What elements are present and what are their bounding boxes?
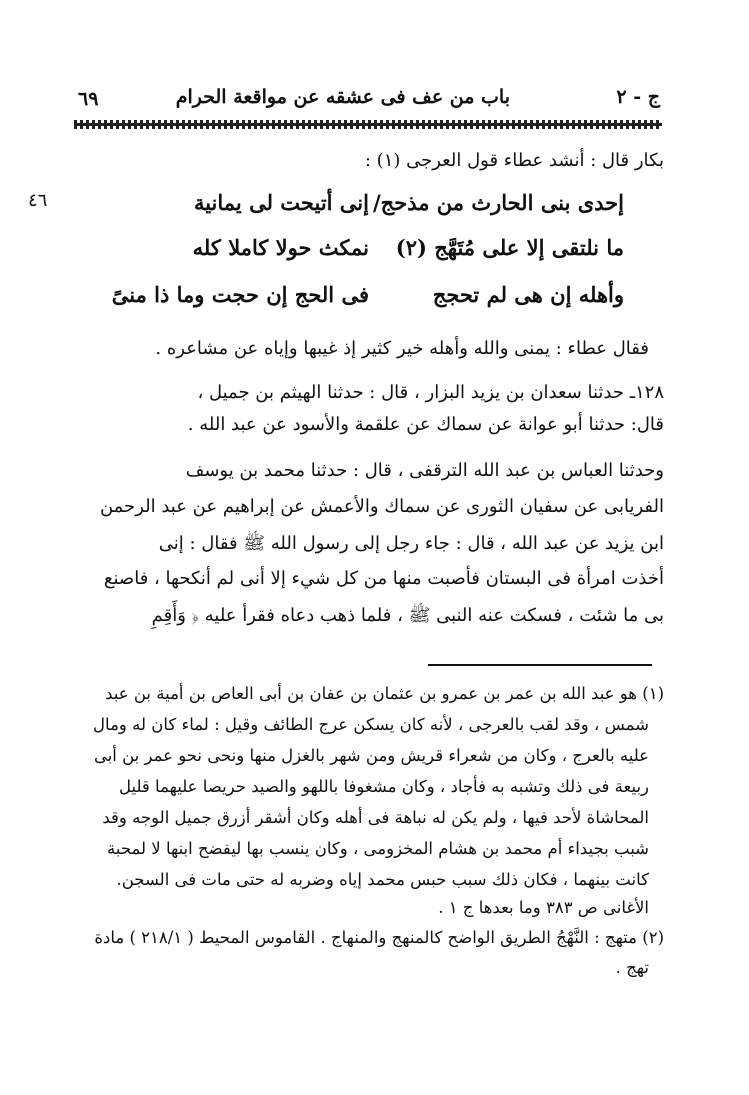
volume-label: ج - ٢ bbox=[616, 86, 660, 108]
body-line: الفريابى عن سفيان الثورى عن سماك والأعمش عن إبراهيم عن عبد الرحمن bbox=[99, 496, 664, 517]
verse-3-second-hemistich: وأهله إن هى لم تحجج bbox=[432, 282, 624, 307]
body-line: بى ما شئت ، فسكت عنه النبى ﷺ ، فلما ذهب دعاه فقرأ عليه ﴿ وَأَقِمِ bbox=[151, 605, 664, 626]
body-line: ابن يزيد عن عبد الله ، قال : جاء رجل إلى رسول الله ﷺ فقال : إنى bbox=[158, 533, 664, 554]
intro-line: بكار قال : أنشد عطاء قول العرجى (١) : bbox=[364, 150, 664, 171]
margin-number: ٤٦ bbox=[28, 190, 48, 211]
verse-1-first-hemistich: إنى أتيحت لى يمانية bbox=[193, 190, 369, 215]
verse-2-second-hemistich: ما نلتقى إلا على مُتَهَّج (٢) bbox=[395, 235, 624, 260]
footnote-line: المحاشاة لأحد فيها ، ولم يكن له نباهة فى أهله وكان أشقر أزرق جميل الوجه وقد bbox=[102, 808, 649, 827]
body-line: وحدثنا العباس بن عبد الله الترقفى ، قال : حدثنا محمد بن يوسف bbox=[185, 460, 664, 481]
verse-2-first-hemistich: نمكث حولا كاملا كله bbox=[192, 235, 369, 260]
body-line: أخذت امرأة فى البستان فأصبت منها من كل شيء إلا أنى لم أنكحها ، فاصنع bbox=[103, 568, 664, 589]
verse-1-second-hemistich: إحدى بنى الحارث من مذحج/ bbox=[372, 190, 624, 215]
running-header bbox=[70, 86, 660, 120]
footnote-separator bbox=[428, 664, 652, 666]
footnote-line: (٢) متهج : النَّهْجُ الطريق الواضح كالمنهج والمنهاج . القاموس المحيط ( ٢١٨/١ ) مادة bbox=[94, 928, 664, 947]
footnote-line: ربيعة فى ذلك وتشبه به فأجاد ، وكان مشغوفا باللهو والصيد حريصا عليهما قليل bbox=[118, 777, 649, 796]
chapter-title: باب من عف فى عشقه عن مواقعة الحرام bbox=[175, 86, 510, 108]
footnote-line: (١) هو عبد الله بن عمر بن عمرو بن عثمان بن عفان بن أبى العاص بن أمية بن عبد bbox=[105, 684, 664, 703]
footnote-line: تهج . bbox=[615, 958, 649, 977]
footnote-line: شبب بجيداء أم محمد بن هشام المخزومى ، وكان ينسب بها ليفضح ابنها لا لمحبة bbox=[107, 839, 649, 858]
footnote-line: عليه بالعرج ، وكان من شعراء قريش ومن شهر بالغزل منها ونحى نحو عمر بن أبى bbox=[93, 746, 649, 765]
footnote-line: شمس ، وقد لقب بالعرجى ، لأنه كان يسكن عرج الطائف وقيل : لماء كان له ومال bbox=[93, 715, 649, 734]
footnote-line: الأغانى ص ٣٨٣ وما بعدها ج ١ . bbox=[438, 898, 649, 917]
header-rule bbox=[74, 120, 662, 129]
verse-3-first-hemistich: فى الحج إن حجت وما ذا منىً bbox=[111, 282, 369, 307]
page-number: ٦٩ bbox=[78, 88, 99, 110]
body-line: ١٢٨ـ حدثنا سعدان بن يزيد البزار ، قال : حدثنا الهيثم بن جميل ، bbox=[197, 382, 664, 403]
body-line: فقال عطاء : يمنى والله وأهله خير كثير إذ غيبها وإياه عن مشاعره . bbox=[155, 338, 649, 359]
footnote-line: كانت بينهما ، فكان ذلك سبب حبس محمد إياه وضربه له حتى مات فى السجن. bbox=[116, 870, 649, 889]
body-line: قال: حدثنا أبو عوانة عن سماك عن علقمة والأسود عن عبد الله . bbox=[187, 414, 664, 435]
